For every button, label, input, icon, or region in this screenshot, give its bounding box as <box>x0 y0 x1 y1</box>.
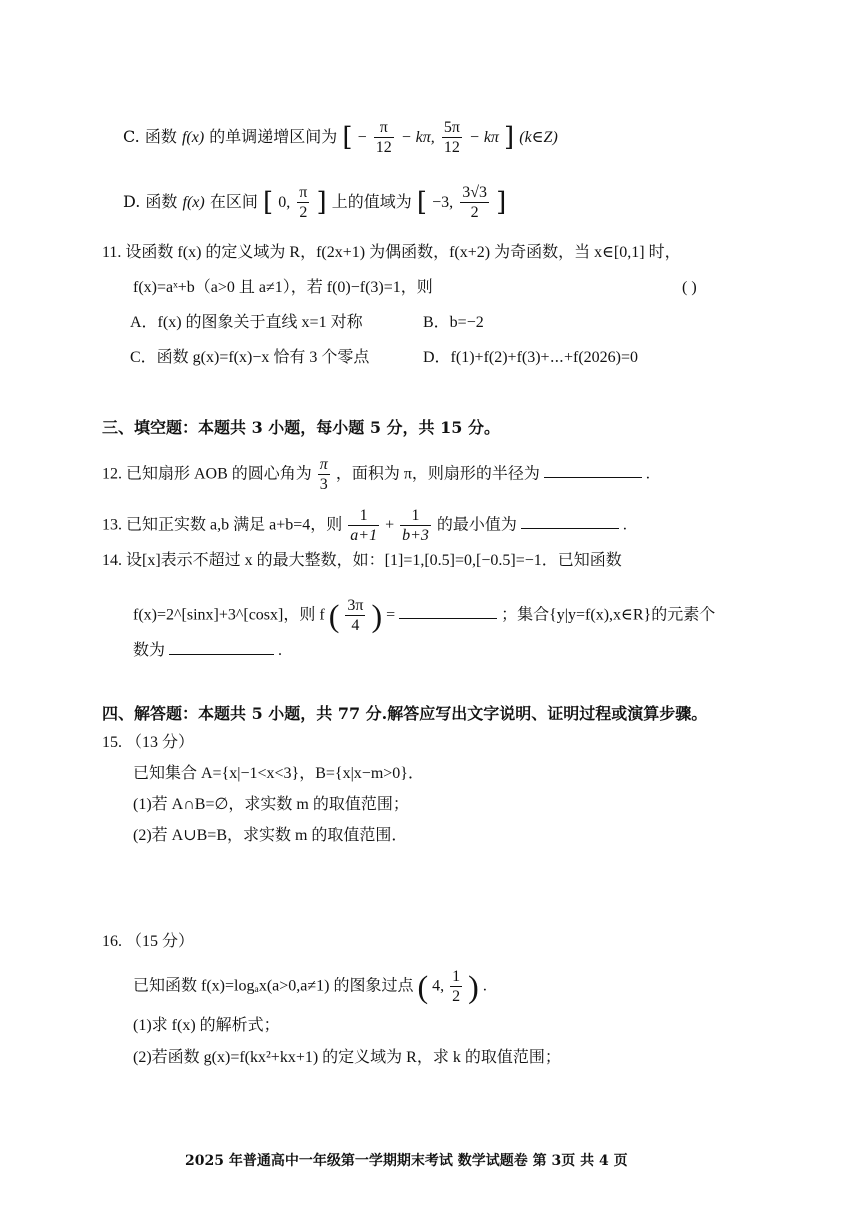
q11-stem-line1: 11. 设函数 f(x) 的定义域为 R，f(2x+1) 为偶函数，f(x+2) 为奇函数，当 x∈[0,1] 时， <box>102 244 681 261</box>
q16-part-1: (1)求 f(x) 的解析式； <box>133 1017 280 1034</box>
q11-option-d: D．f(1)+f(2)+f(3)+⋯+f(2026)=0 <box>423 349 639 366</box>
fraction: $\frac{\pi}{3}$ <box>319 456 328 494</box>
q10-option-d: D. 函数 f(x) 在区间 [ 0, $\frac{\pi}{2}$ ] 上的值域为 [ −3, $\frac{3√3}{2}$ ] <box>123 184 507 222</box>
q11-option-a: A．f(x) 的图象关于直线 x=1 对称 <box>130 314 363 331</box>
fraction: $\frac{1}{2}$ <box>452 968 461 1006</box>
q11-option-b: B．b=−2 <box>423 314 484 331</box>
fraction: $\frac{1}{a+1}$ <box>350 507 378 545</box>
q14-line2: f(x)=2^[sinx]+3^[cosx]，则 f ( $\frac{3\pi}{4}$ ) = ；集合{y|y=f(x),x∈R}的元素个 <box>133 597 716 635</box>
q14-line1: 14. 设[x]表示不超过 x 的最大整数，如：[1]=1,[0.5]=0,[−0.5]=−1．已知函数 <box>102 552 622 569</box>
fraction: $\frac{1}{b+3}$ <box>402 507 429 545</box>
fraction: $\frac{\pi}{2}$ <box>299 184 308 222</box>
answer-blank[interactable] <box>169 640 274 655</box>
q15-part-1: (1)若 A∩B=∅，求实数 m 的取值范围； <box>133 796 409 813</box>
fraction: $\frac{\pi}{12}$ <box>375 119 392 157</box>
q15-part-2: (2)若 A∪B=B，求实数 m 的取值范围． <box>133 827 408 844</box>
bracket-open: [ <box>262 187 274 218</box>
q11-option-c: C．函数 g(x)=f(x)−x 恰有 3 个零点 <box>130 349 370 366</box>
q13: 13. 已知正实数 a,b 满足 a+b=4，则 $\frac{1}{a+1}$ + $\frac{1}{b+3}$ 的最小值为 . <box>102 507 627 545</box>
page-footer: 2025 年普通高中一年级第一学期期末考试 数学试题卷 第 3页 共 4 页 <box>185 1153 628 1169</box>
q16-part-2: (2)若函数 g(x)=f(kx²+kx+1) 的定义域为 R，求 k 的取值范围； <box>133 1049 561 1066</box>
answer-blank[interactable] <box>521 514 619 529</box>
fraction: $\frac{3√3}{2}$ <box>462 184 487 222</box>
bracket-close: ] <box>496 187 507 218</box>
bracket-close: ] <box>504 122 515 153</box>
fraction: $\frac{3\pi}{4}$ <box>347 597 364 635</box>
answer-blank[interactable] <box>544 463 642 478</box>
bracket-open: [ <box>342 122 353 153</box>
q16-header: 16. （15 分） <box>102 933 195 950</box>
section-4-heading: 四、解答题：本题共 5 小题，共 77 分.解答应写出文字说明、证明过程或演算步骤。 <box>102 704 708 723</box>
fraction: $\frac{5\pi}{12}$ <box>443 119 460 157</box>
bracket-open: [ <box>416 187 427 218</box>
q15-stem: 已知集合 A={x|−1<x<3}，B={x|x−m>0}． <box>133 765 424 782</box>
q12: 12. 已知扇形 AOB 的圆心角为 $\frac{\pi}{3}$ ，面积为 π，则扇形的半径为 . <box>102 456 650 494</box>
q11-stem-line2: f(x)=aˣ+b（a>0 且 a≠1），若 f(0)−f(3)=1，则 <box>133 279 433 296</box>
section-3-heading: 三、填空题：本题共 3 小题，每小题 5 分，共 15 分。 <box>102 418 500 437</box>
q14-line3: 数为 . <box>133 642 283 659</box>
q16-stem: 已知函数 f(x)=logₐx(a>0,a≠1) 的图象过点 ( 4, $\frac{1}{2}$ ) . <box>133 968 487 1006</box>
q11-answer-paren: ( ) <box>682 279 697 296</box>
answer-blank[interactable] <box>399 604 497 619</box>
q15-header: 15. （13 分） <box>102 734 195 751</box>
bracket-close: ] <box>316 187 327 218</box>
q10-option-c: C. 函数 f(x) 的单调递增区间为 [ − $\frac{\pi}{12}$ − kπ, $\frac{5\pi}{12}$ − kπ ] (k∈Z) <box>123 119 558 157</box>
